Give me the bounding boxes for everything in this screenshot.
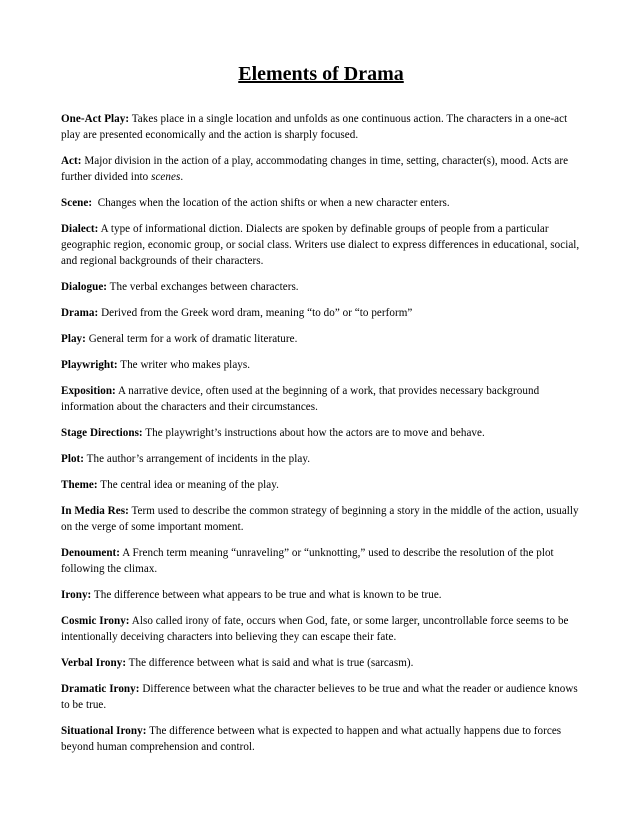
entry-definition: The writer who makes plays.: [117, 359, 251, 371]
entry-definition: A French term meaning “unraveling” or “unknotting,” used to describe the resolution of the plot following the climax.: [61, 547, 554, 575]
entry-definition: A type of informational diction. Dialects are spoken by definable groups of people from a particular geographic region, economic group, or social class. Writers use dialect to express differences in educational, social, and regional backgrounds of their characters.: [61, 223, 580, 267]
entry-term: Plot:: [61, 453, 85, 465]
entry-definition: The playwright’s instructions about how the actors are to move and behave.: [142, 427, 485, 439]
entry-term: Theme:: [61, 479, 98, 491]
entry-term: Playwright:: [61, 359, 118, 371]
entry-situational-irony: [61, 723, 581, 755]
entry-term: Cosmic Irony:: [61, 615, 130, 627]
entry-play: [61, 331, 581, 347]
entry-dialogue: [61, 279, 581, 295]
entry-definition: Derived from the Greek word dram, meaning “to do” or “to perform”: [98, 307, 413, 319]
entry-definition: The difference between what is said and what is true (sarcasm).: [126, 657, 414, 669]
entry-definition: The difference between what appears to be true and what is known to be true.: [91, 589, 442, 601]
entry-term: Situational Irony:: [61, 725, 147, 737]
entry-one-act-play: [61, 111, 581, 143]
entry-definition: Major division in the action of a play, accommodating changes in time, setting, character(s), mood. Acts are further divided into: [61, 155, 569, 183]
entry-denoument: [61, 545, 581, 577]
entry-exposition: [61, 383, 581, 415]
entry-term: Exposition:: [61, 385, 116, 397]
entry-verbal-irony: [61, 655, 581, 671]
entry-definition: A narrative device, often used at the beginning of a work, that provides necessary background information about the characters and their circumstances.: [61, 385, 540, 413]
entry-theme: [61, 477, 581, 493]
entry-plot: [61, 451, 581, 467]
entry-term: Stage Directions:: [61, 427, 143, 439]
entry-definition: The central idea or meaning of the play.: [97, 479, 279, 491]
entry-term: In Media Res:: [61, 505, 129, 517]
entry-in-media-res: [61, 503, 581, 535]
entry-term: One-Act Play:: [61, 113, 130, 125]
entry-term: Dramatic Irony:: [61, 683, 140, 695]
entry-stage-directions: [61, 425, 581, 441]
entry-definition: Changes when the location of the action shifts or when a new character enters.: [92, 197, 450, 209]
entry-definition: Term used to describe the common strategy of beginning a story in the middle of the action, usually on the verge of some important moment.: [61, 505, 579, 533]
entry-definition: The difference between what is expected to happen and what actually happens due to forces beyond human comprehension and control.: [61, 725, 562, 753]
entry-definition: Difference between what the character believes to be true and what the reader or audience knows to be true.: [61, 683, 578, 711]
entry-term: Dialogue:: [61, 281, 108, 293]
entry-definition: The verbal exchanges between characters.: [107, 281, 299, 293]
entry-drama: [61, 305, 581, 321]
entry-definition: The author’s arrangement of incidents in the play.: [84, 453, 311, 465]
entry-term: Scene:: [61, 197, 93, 209]
entry-definition-tail: .: [180, 171, 184, 183]
entry-dramatic-irony: [61, 681, 581, 713]
entry-emphasis: scenes: [151, 171, 181, 183]
entry-definition: General term for a work of dramatic literature.: [85, 333, 298, 345]
entry-term: Play:: [61, 333, 86, 345]
entry-term: Denoument:: [61, 547, 121, 559]
entry-term: Act:: [61, 155, 82, 167]
entry-definition: Also called irony of fate, occurs when God, fate, or some larger, uncontrollable force seems to be intentionally deceiving characters into believing they can escape their fate.: [61, 615, 569, 643]
entry-definition: Takes place in a single location and unfolds as one continuous action. The characters in a one-act play are presented economically and the action is sharply focused.: [61, 113, 568, 141]
entry-scene: [61, 195, 581, 211]
page-title: Elements of Drama: [238, 63, 404, 85]
entry-term: Irony:: [61, 589, 92, 601]
entry-term: Verbal Irony:: [61, 657, 127, 669]
entry-playwright: [61, 357, 581, 373]
entry-cosmic-irony: [61, 613, 581, 645]
entry-term: Dialect:: [61, 223, 99, 235]
document-page: [61, 62, 581, 765]
entry-act: [61, 153, 581, 185]
entry-term: Drama:: [61, 307, 99, 319]
entry-irony: [61, 587, 581, 603]
entry-dialect: [61, 221, 581, 269]
